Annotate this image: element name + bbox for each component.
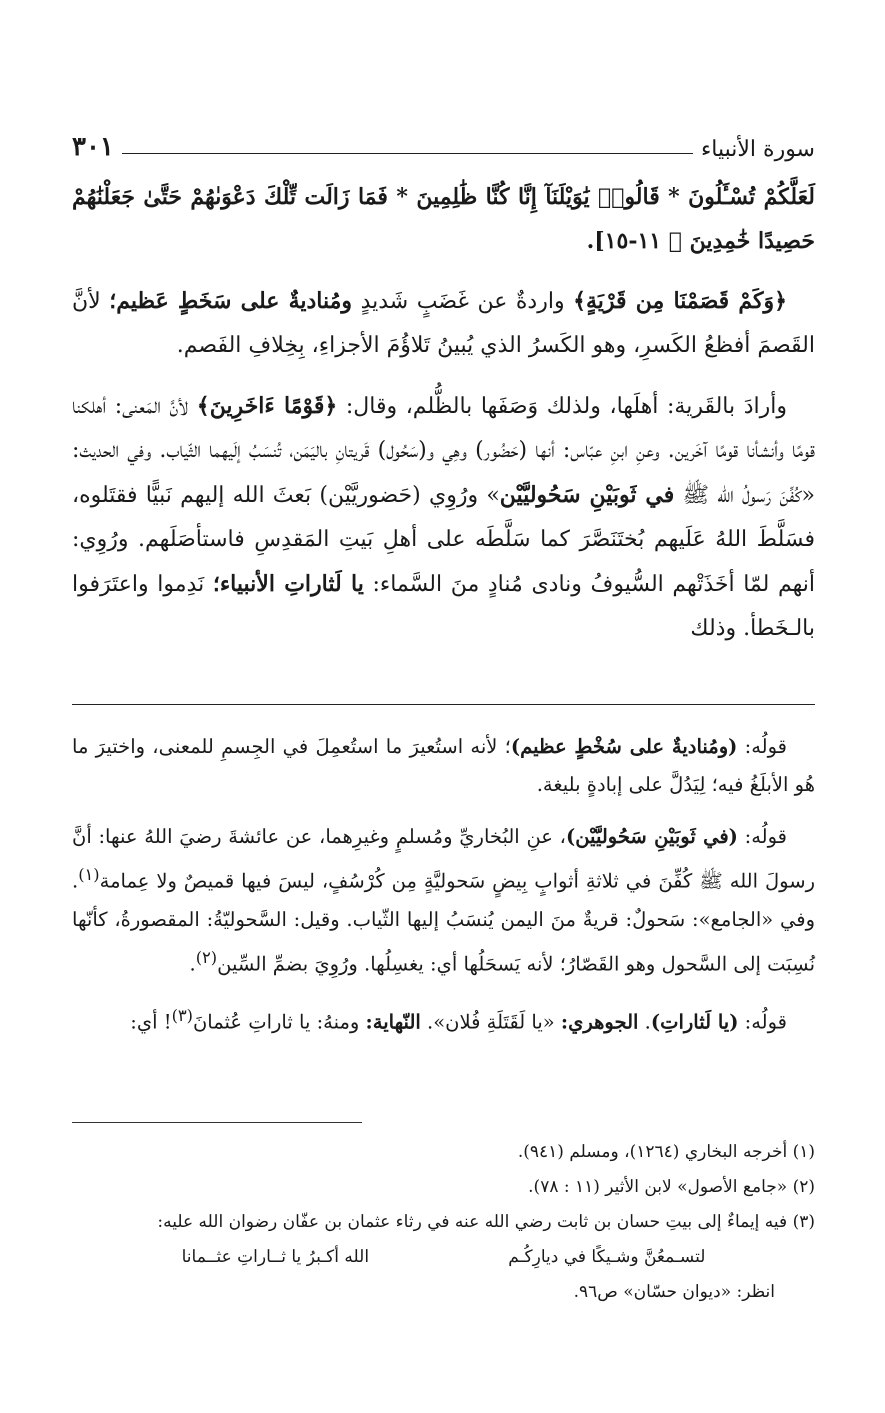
footnote-source: انظر: «ديوان حسّان» ص٩٦.	[573, 1282, 775, 1302]
footnote-1: (١) أخرجه البخاري (١٢٦٤)، ومسلم (٩٤١).	[517, 1142, 815, 1162]
commentary-lemma: (يا لَثاراتِ)	[650, 1010, 739, 1034]
footnote-3: (٣) فيه إيماءٌ إلى بيتِ حسان بن ثابت رضي الله عنه في رثاء عثمان بن عفّان رضوان الله عليه:	[157, 1212, 815, 1232]
quran-quote: ﴿قَوْمًا ءَاخَرِينَ﴾	[196, 393, 338, 419]
bold-phrase: ومُناديةٌ على سَخَطٍ عَظيم؛	[109, 288, 353, 314]
text-run: . وفي «الجامع»: سَحولٌ: قريةٌ منَ اليمن يُنسَبُ إليها الثّياب. وقيل: السَّحوليّةُ: المقصورةُ، كأنّها نُسِبَت إلى السَّحول وهو القَصّارُ؛ لأنه يَسحَلُها أي: يغسِلُها. ورُوِيَ بضمِّ السِّين	[72, 869, 815, 975]
commentary-section	[72, 728, 815, 1056]
footnote-rule	[72, 1122, 362, 1123]
commentary-label: قولُه:	[737, 825, 787, 848]
footnote-2: (٢) «جامع الأصول» لابن الأثير (١١ : ٧٨).	[528, 1177, 815, 1197]
verse-second-hemistich: الله أكـبرُ يا ثــاراتِ عثــمانا	[181, 1247, 370, 1267]
footnotes	[72, 1135, 815, 1310]
main-text	[72, 175, 815, 667]
text-run: نَدِموا واعتَرَفوا بالـخَطأ. وذلك	[72, 572, 815, 641]
footnote-ref-1[interactable]: (١)	[78, 865, 100, 884]
text-run: «يا لَقَتَلَةِ فُلان».	[420, 1010, 561, 1034]
commentary-paragraph-3	[72, 997, 815, 1042]
source-name: النّهاية:	[365, 1010, 421, 1034]
commentary-paragraph-2	[72, 818, 815, 983]
text-run: لأنَّ المَعنى: أهلكنا قومًا وأنشأنا قومًا آخَرين. وعنِ ابنِ عبّاس: أنها (حَضُور) وهِي و(سَحُول) قَريتانِ باليَمَن، تُنسَبُ إلَيهما الثّياب. وفي الحديث: «كُفِّنَ رَسولُ الله ﷺ	[72, 394, 815, 508]
page-header	[72, 122, 815, 162]
commentary-lemma: (في ثَوبَيْنِ سَحُوليَّيْن)	[565, 825, 738, 848]
page-number: ٣٠١	[72, 132, 114, 162]
commentary-lemma: (ومُناديةٌ على سُخْطٍ عظيم)	[510, 735, 738, 758]
book-page	[72, 0, 815, 1413]
text-run: لأنَّ القَصمَ أفظعُ الكَسرِ، وهو الكَسرُ الذي يُبينُ تَلاؤُمَ الأجزاءِ، بِخِلافِ الفَصم.	[72, 289, 815, 358]
text-run: ومنهُ: يا ثاراتِ عُثمانَ	[192, 1010, 366, 1034]
quran-verse-continuation: لَعَلَّكُمْ تُسْـَٔلُونَ * قَالُوا۟ يَٰوَيْلَنَآ إِنَّا كُنَّا ظَٰلِمِينَ * فَمَا زَالَت تِّلْكَ دَعْوَىٰهُمْ حَتَّىٰ جَعَلْنَٰهُمْ حَصِيدًا خَٰمِدِينَ ﴾ ١١-١٥].	[72, 184, 815, 254]
bold-phrase: يا لَثاراتِ الأنبياء؛	[212, 571, 364, 597]
text-run: ؛ لأنه استُعيرَ ما استُعمِلَ في الجِسمِ للمعنى، واختيرَ ما هُو الأبلَغُ فيه؛ لِيَدُلَّ على إبادةٍ بليغة.	[72, 735, 815, 796]
verse-first-hemistich: لتسـمعُنَّ وشـيكًا في ديارِكُـم	[508, 1247, 706, 1267]
header-rule	[122, 153, 693, 154]
main-paragraph-2	[72, 279, 815, 368]
text-run: .	[189, 952, 196, 975]
text-run: واردةٌ عن غَضَبٍ شَديدٍ	[352, 289, 574, 314]
footnote-ref-3[interactable]: (٣)	[171, 1006, 193, 1025]
poetry-verse	[72, 1240, 815, 1275]
commentary-separator	[72, 704, 815, 705]
text-run: وأرادَ بالقَرية: أهلَها، ولذلك وَصَفَها بالظُّلم، وقال:	[337, 394, 787, 419]
sura-title: سورة الأنبياء	[700, 137, 815, 162]
commentary-label: قولُه:	[738, 1010, 787, 1034]
commentary-paragraph-1	[72, 728, 815, 804]
text-run: .	[638, 1010, 651, 1034]
text-run: » ورُوِي (حَضوريَّيْن) بَعثَ الله إليهم نَبيًّا فقتَلوه، فسَلَّطَ اللهُ عَلَيهم بُختَنَصَّرَ كما سَلَّطَه على أهلِ بَيتِ المَقدِسِ فاستأصَلَهم. ورُوِي: أنهم لمّا أخَذَتْهم السُّيوفُ ونادى مُنادٍ منَ السَّماء:	[72, 483, 815, 597]
bold-phrase: في ثَوبَيْنِ سَحُوليَّيْن	[499, 482, 675, 508]
text-run: ، عنِ البُخاريِّ ومُسلمٍ وغيرِهما، عن عائشةَ رضيَ اللهُ عنها: أنَّ رسولَ الله ﷺ كُفِّنَ في ثلاثةِ أثوابٍ بِيضٍ سَحوليَّةٍ مِن كُرْسُفٍ، ليسَ فيها قميصٌ ولا عِمامة	[72, 825, 815, 893]
quran-quote: ﴿وَكَمْ قَصَمْنَا مِن قَرْيَةٍ﴾	[573, 288, 787, 314]
text-run: ! أي:	[130, 1010, 172, 1034]
commentary-label: قولُه:	[737, 735, 787, 758]
source-name: الجوهري:	[560, 1010, 639, 1034]
footnote-ref-2[interactable]: (٢)	[195, 947, 218, 967]
main-paragraph-3	[72, 384, 815, 651]
